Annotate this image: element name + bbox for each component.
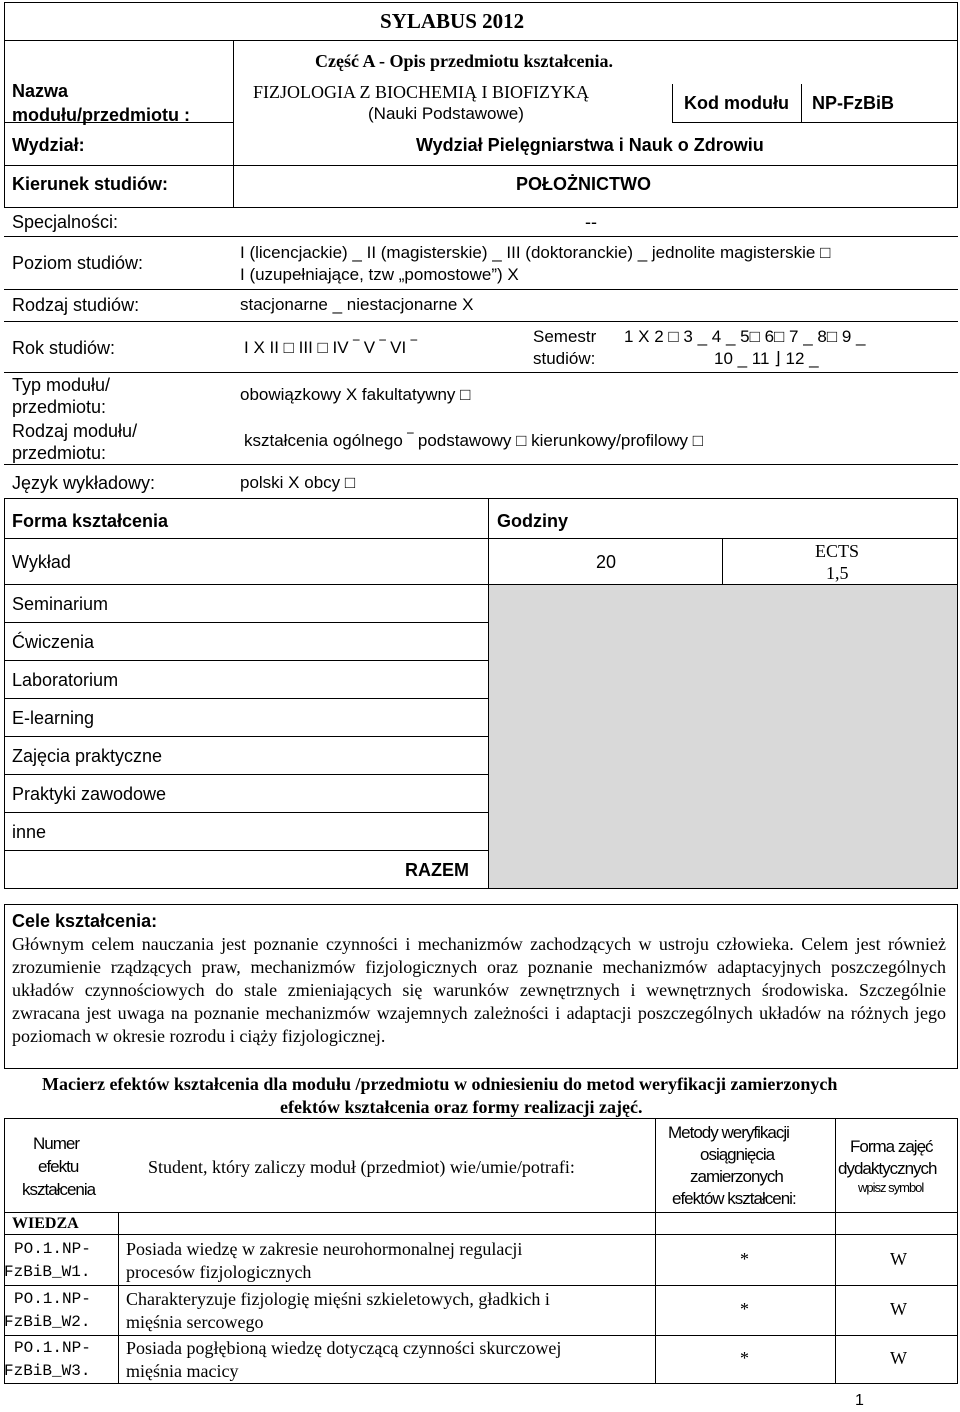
hours-header: Godziny: [497, 511, 568, 531]
hours-row-label: Ćwiczenia: [12, 632, 95, 652]
goals-text: Głównym celem nauczania jest poznanie czynności i mechanizmów zachodzących w ustroju człowieka. Celem jest również zrozumienie rządzących praw, mechanizmów fizjologicznych oraz poznanie mechanizmów adaptacyjnych poszczególnych układów czynnościowych do stale zmieniających się warunków zewnętrznych i wewnętrznych środowiska. Szczególnie zwracana jest uwaga na poznanie mechanizmów wzajemnych zależności i adaptacji poszczególnych układów na różnych jego poziomach w okresie rozrodu i ciąży fizjologicznej.: [12, 934, 946, 1046]
semester-label-2: studiów:: [533, 349, 596, 368]
effect-method: *: [740, 1348, 749, 1368]
effect-description-2: mięśnia sercowego: [126, 1312, 264, 1332]
hours-row-label: Praktyki zawodowe: [12, 784, 167, 804]
specialty-value: --: [585, 212, 597, 232]
language-label: Język wykładowy:: [12, 473, 156, 493]
hours-row-label: Laboratorium: [12, 670, 119, 690]
effect-description: Posiada wiedzę w zakresie neurohormonalnej regulacji: [126, 1239, 523, 1259]
semester-label-1: Semestr: [533, 327, 597, 346]
ects-label: ECTS: [815, 541, 860, 561]
effect-form: W: [890, 1348, 907, 1368]
type-label: Typ modułu/: [12, 375, 111, 395]
col-number-3: kształcenia: [22, 1180, 96, 1199]
type-label-2: przedmiotu:: [12, 397, 107, 417]
ects-value: 1,5: [826, 563, 849, 583]
hours-row-label: inne: [12, 822, 47, 842]
section-wiedza: WIEDZA: [12, 1215, 79, 1232]
col-method-4: efektów kształceni:: [672, 1189, 796, 1208]
module-code-value: NP-FzBiB: [812, 93, 894, 113]
matrix-title: Macierz efektów kształcenia dla modułu /przedmiotu w odniesieniu do metod weryfikacji zamierzonych: [42, 1074, 838, 1094]
hours-shaded-area: [489, 585, 957, 888]
col-method-2: osiągnięcia: [700, 1145, 775, 1164]
effect-description-2: mięśnia macicy: [126, 1361, 239, 1381]
mode-value: stacjonarne _ niestacjonarne X: [240, 295, 474, 314]
semester-options: 1 X 2 □ 3 _ 4 _ 5□ 6□ 7 _ 8□ 9 _: [624, 327, 866, 346]
year-value: I X II □ III □ IV ‾ V ‾ VI ‾: [244, 338, 417, 357]
module-name-label-1: Nazwa: [12, 81, 69, 101]
col-student-header: Student, który zaliczy moduł (przedmiot) wie/umie/potrafi:: [148, 1157, 575, 1177]
faculty-value: Wydział Pielęgniarstwa i Nauk o Zdrowiu: [416, 135, 764, 155]
form-header: Forma kształcenia: [12, 511, 169, 531]
col-method-3: zamierzonych: [690, 1167, 783, 1186]
col-number-2: efektu: [38, 1157, 79, 1176]
hours-row-label: Seminarium: [12, 594, 109, 614]
hours-row-label: Wykład: [12, 552, 71, 572]
mode-label: Rodzaj studiów:: [12, 295, 140, 315]
hours-row-value: 20: [596, 552, 617, 572]
kind-label-2: przedmiotu:: [12, 443, 107, 463]
effect-description: Charakteryzuje fizjologię mięśni szkieletowych, gładkich i: [126, 1289, 550, 1309]
kind-label: Rodzaj modułu/: [12, 421, 138, 441]
effect-id: PO.1.NP-: [14, 1240, 91, 1258]
semester-options-2: 10 _ 11 ⌋ 12 _: [714, 349, 819, 368]
field-value: POŁOŻNICTWO: [516, 174, 651, 194]
goals-title: Cele kształcenia:: [12, 911, 158, 931]
effect-description: Posiada pogłębioną wiedzę dotyczącą czynności skurczowej: [126, 1338, 562, 1358]
effect-form: W: [890, 1299, 907, 1319]
total-label: RAZEM: [405, 860, 469, 880]
module-name-label: modułu/przedmiotu :: [12, 105, 190, 125]
col-form-2: dydaktycznych: [838, 1159, 937, 1178]
module-code-label: Kod modułu: [684, 93, 789, 113]
hours-row-label: E-learning: [12, 708, 95, 728]
effect-id-2: FzBiB_W2.: [4, 1313, 91, 1331]
effect-form: W: [890, 1249, 907, 1269]
col-form-1: Forma zajęć: [850, 1137, 933, 1156]
module-name-subtitle: (Nauki Podstawowe): [368, 104, 524, 123]
effect-method: *: [740, 1249, 749, 1269]
hours-row-label: Zajęcia praktyczne: [12, 746, 163, 766]
module-name-value: FIZJOLOGIA Z BIOCHEMIĄ I BIOFIZYKĄ: [253, 82, 589, 102]
faculty-label: Wydział:: [12, 135, 85, 155]
part-title: Część A - Opis przedmiotu kształcenia.: [315, 51, 613, 71]
kind-value: kształcenia ogólnego ‾ podstawowy □ kierunkowy/profilowy □: [244, 431, 703, 450]
effect-method: *: [740, 1299, 749, 1319]
type-value: obowiązkowy X fakultatywny □: [240, 385, 471, 404]
field-label: Kierunek studiów:: [12, 174, 169, 194]
effect-id-2: FzBiB_W3.: [4, 1362, 91, 1380]
specialty-label: Specjalności:: [12, 212, 119, 232]
effect-id-2: FzBiB_W1.: [4, 1263, 91, 1281]
level-label: Poziom studiów:: [12, 253, 144, 273]
language-value: polski X obcy □: [240, 473, 356, 492]
col-method-1: Metody weryfikacji: [668, 1123, 789, 1142]
matrix-title-2: efektów kształcenia oraz formy realizacji zajęć.: [280, 1097, 643, 1117]
effect-description-2: procesów fizjologicznych: [126, 1262, 312, 1282]
effect-id: PO.1.NP-: [14, 1339, 91, 1357]
page-number: 1: [855, 1392, 864, 1409]
year-label: Rok studiów:: [12, 338, 116, 358]
effect-id: PO.1.NP-: [14, 1290, 91, 1308]
col-number-1: Numer: [33, 1134, 80, 1153]
level-options: I (licencjackie) _ II (magisterskie) _ III (doktoranckie) _ jednolite magisterskie □: [240, 243, 831, 262]
col-form-3: wpisz symbol: [858, 1180, 924, 1195]
level-options-2: I (uzupełniające, tzw „pomostowe”) X: [240, 265, 519, 284]
syllabus-title: SYLABUS 2012: [380, 9, 525, 33]
